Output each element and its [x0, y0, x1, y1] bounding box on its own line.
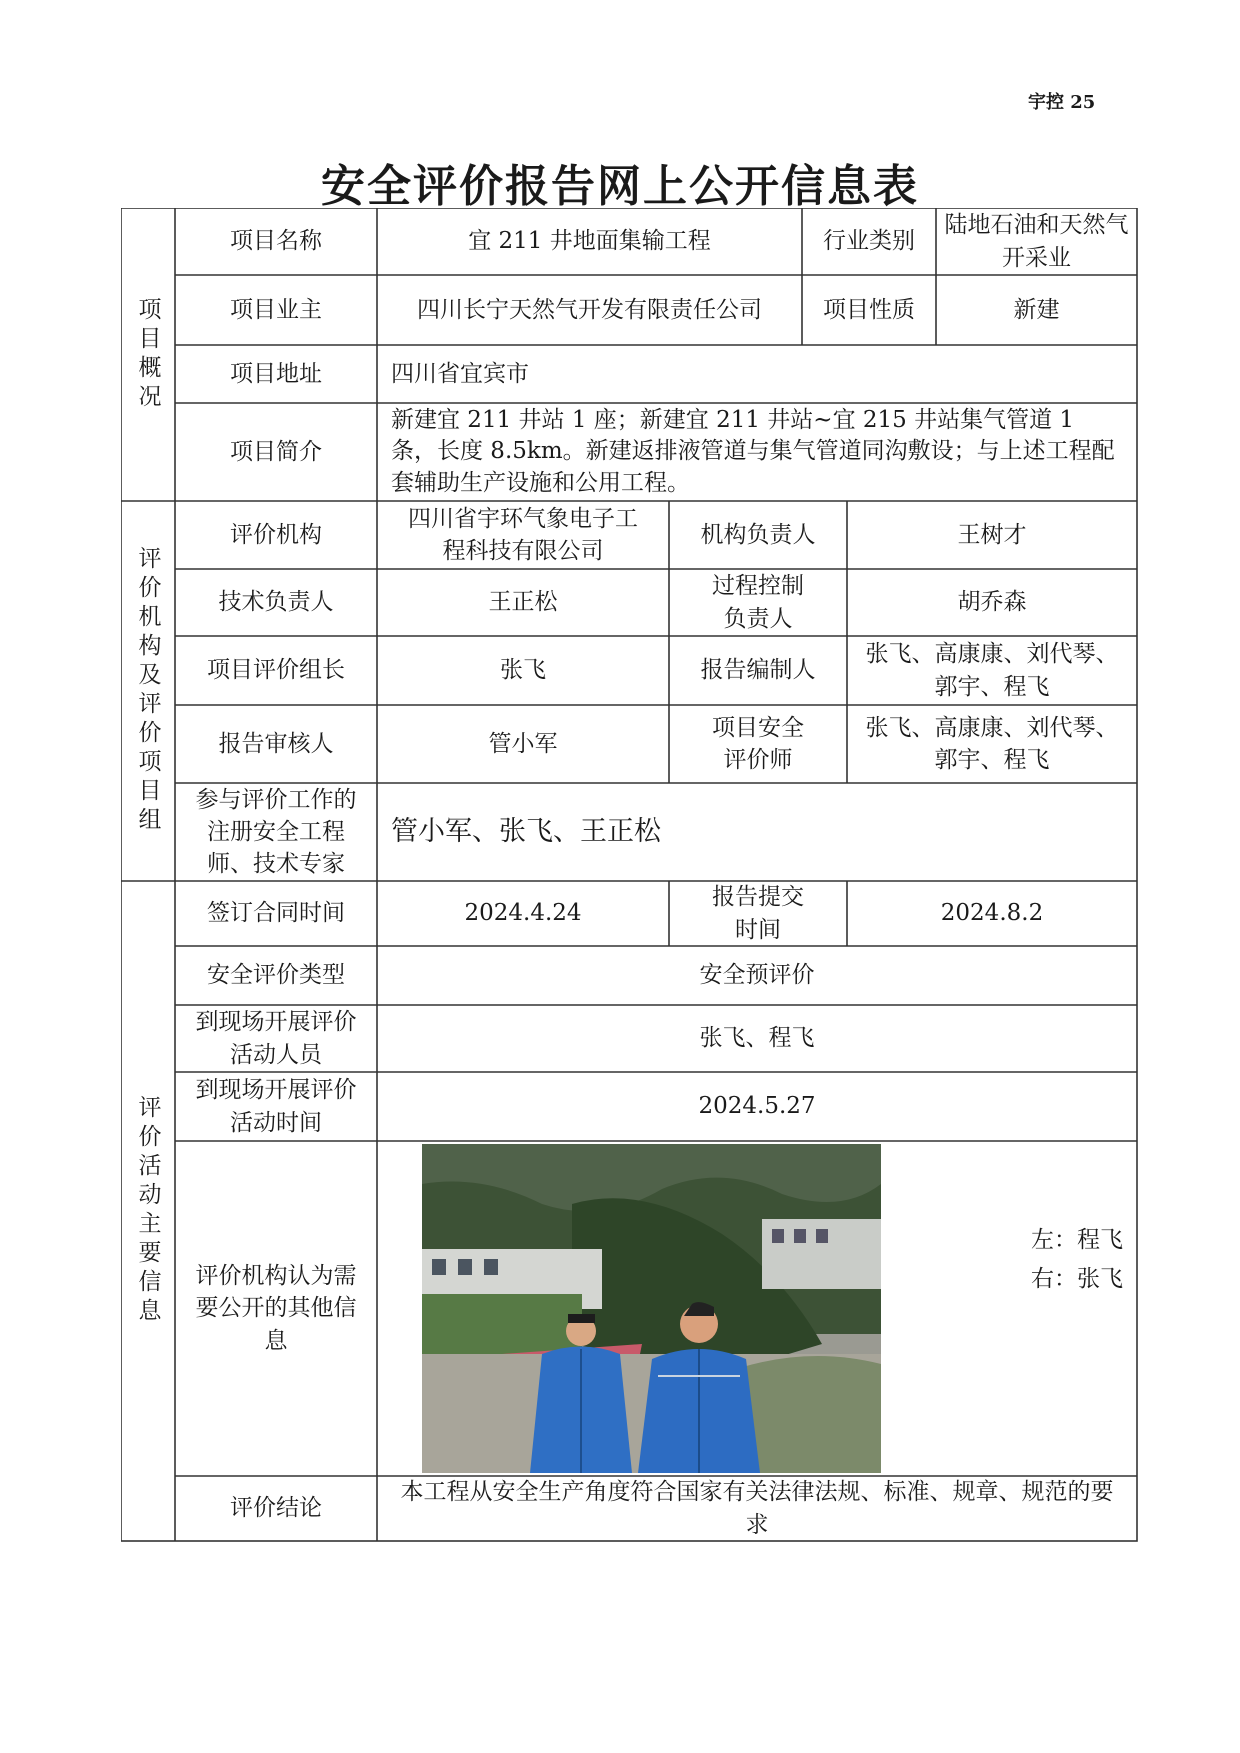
value-participants: 管小军、张飞、王正松 [391, 816, 661, 848]
value-team-leader: 张飞 [500, 657, 546, 684]
info-table [121, 208, 1138, 1542]
section-activity: 评价活动主要信息 [134, 1095, 161, 1327]
label-reviewer: 报告审核人 [218, 730, 334, 757]
value-agency-head: 王树才 [957, 521, 1027, 548]
label-summary: 项目简介 [230, 438, 322, 465]
value-report-author: 张飞、高康康、刘代琴、郭宇、程飞 [865, 641, 1119, 700]
label-safety-assessor: 项目安全评价师 [712, 714, 804, 773]
value-tech-lead: 王正松 [488, 589, 558, 616]
value-site-time: 2024.5.27 [698, 1093, 816, 1120]
label-site-staff: 到现场开展评价活动人员 [195, 1009, 357, 1068]
label-nature: 项目性质 [823, 296, 915, 323]
label-conclusion: 评价结论 [230, 1495, 322, 1522]
value-contract-date: 2024.4.24 [464, 900, 582, 927]
label-agency: 评价机构 [230, 521, 322, 548]
section-team: 评价机构及评价项目组 [134, 546, 161, 836]
label-report-author: 报告编制人 [700, 657, 816, 684]
value-industry: 陆地石油和天然气开采业 [944, 212, 1129, 271]
value-submit-date: 2024.8.2 [940, 900, 1044, 927]
label-owner: 项目业主 [230, 296, 322, 323]
site-photo [422, 1144, 881, 1473]
value-project-name: 宜 211 井地面集输工程 [468, 228, 711, 255]
site-photo-illustration [422, 1144, 881, 1473]
label-project-name: 项目名称 [230, 228, 322, 255]
label-industry: 行业类别 [823, 228, 915, 255]
label-address: 项目地址 [230, 360, 322, 387]
label-eval-type: 安全评价类型 [207, 962, 345, 989]
label-tech-lead: 技术负责人 [218, 589, 334, 616]
value-address: 四川省宜宾市 [391, 360, 529, 387]
page-title: 安全评价报告网上公开信息表 [321, 161, 919, 212]
value-reviewer: 管小军 [488, 730, 558, 757]
label-agency-head: 机构负责人 [700, 521, 816, 548]
label-contract-date: 签订合同时间 [207, 900, 345, 927]
value-agency: 四川省宇环气象电子工程科技有限公司 [408, 505, 638, 564]
label-process-lead: 过程控制负责人 [712, 573, 804, 632]
value-eval-type: 安全预评价 [699, 962, 815, 989]
value-conclusion: 本工程从安全生产角度符合国家有关法律法规、标准、规章、规范的要求 [400, 1479, 1114, 1538]
value-summary: 新建宜 211 井站 1 座；新建宜 211 井站~宜 215 井站集气管道 1 条，长度 8.5km。新建返排液管道与集气管道同沟敷设；与上述工程配套辅助生产设施和公用工程。 [391, 407, 1115, 496]
label-submit-date: 报告提交时间 [712, 884, 804, 943]
section-overview: 项目概况 [134, 296, 161, 413]
label-other-info: 评价机构认为需要公开的其他信息 [195, 1263, 357, 1354]
value-owner: 四川长宁天然气开发有限责任公司 [417, 296, 762, 323]
value-nature: 新建 [1013, 296, 1060, 323]
label-participants: 参与评价工作的注册安全工程师、技术专家 [195, 786, 357, 878]
document-number: 宇控 25 [1028, 92, 1096, 113]
value-site-staff: 张飞、程飞 [699, 1025, 815, 1052]
photo-caption-right: 右：张飞 [1031, 1266, 1123, 1292]
value-safety-assessor: 张飞、高康康、刘代琴、郭宇、程飞 [865, 714, 1119, 773]
label-site-time: 到现场开展评价活动时间 [195, 1077, 357, 1136]
value-process-lead: 胡乔森 [957, 589, 1027, 616]
photo-caption-left: 左：程飞 [1031, 1227, 1123, 1253]
label-team-leader: 项目评价组长 [207, 657, 345, 684]
